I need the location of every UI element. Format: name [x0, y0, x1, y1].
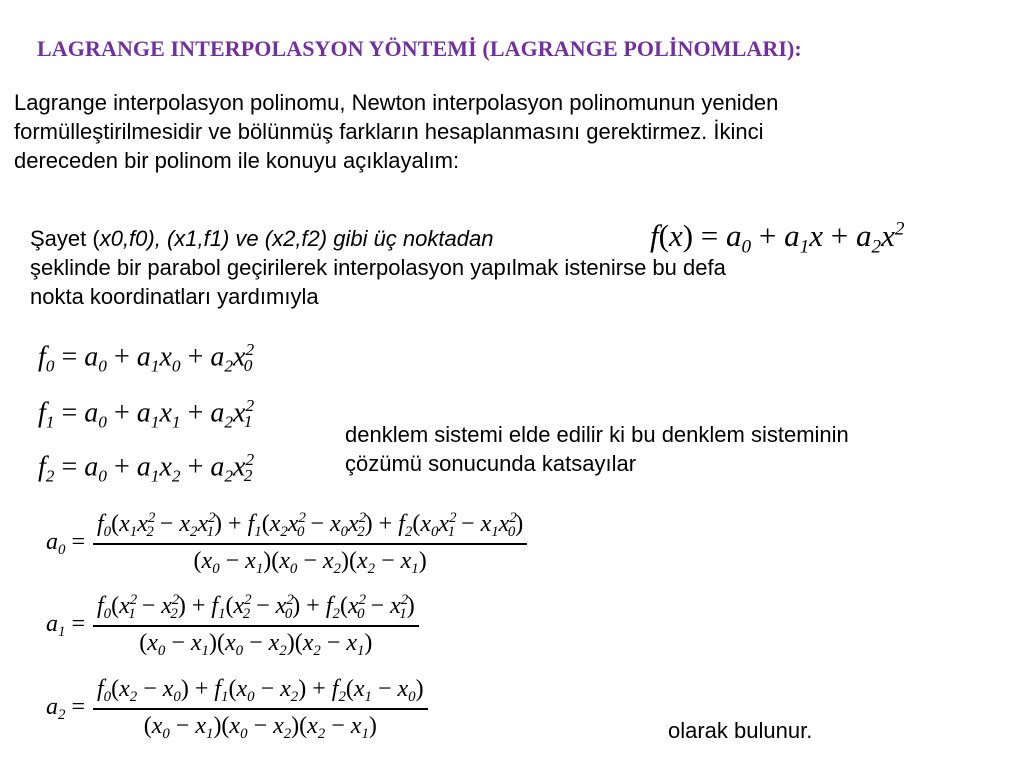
equation-f0: $f_0 = a_0 + a_1x_0 + a_2x^2_0$ — [38, 340, 255, 376]
condition-paragraph — [30, 224, 726, 311]
condition-line-3: nokta koordinatları yardımıyla — [30, 284, 319, 309]
condition-line-2: şeklinde bir parabol geçirilerek interpolasyon yapılmak istenirse bu defa — [30, 255, 726, 280]
intro-line-2: formülleştirilmesidir ve bölünmüş farkların hesaplanmasını gerektirmez. İkinci — [14, 119, 764, 144]
condition-line-1 — [30, 224, 726, 253]
intro-paragraph — [14, 88, 778, 175]
formula-a1: $a_1$ = $\frac{f_0(x^2_1 - x^2_2) + f_1(x^2_2 - x^2_0) + f_2(x^2_0 - x^2_1)}{(x_0 - x_1)(x_0 - x_2)(x_2 - x_1)}$ — [46, 592, 419, 660]
condition-points: x0,f0), (x1,f1) ve (x2,f2) gibi üç noktadan — [99, 226, 494, 251]
parabola-formula: $f(x) = a_0 + a_1x + a_2x^2$ — [650, 218, 905, 258]
system-note-line-1: denklem sistemi elde edilir ki bu denklem sisteminin — [345, 422, 849, 447]
condition-prefix: Şayet ( — [30, 226, 100, 251]
system-note — [345, 420, 849, 478]
system-note-line-2: çözümü sonucunda katsayılar — [345, 451, 637, 476]
equation-f2: $f_2 = a_0 + a_1x_2 + a_2x^2_2$ — [38, 450, 255, 486]
formula-a2: $a_2$ = $\frac{f_0(x_2 - x_0) + f_1(x_0 - x_2) + f_2(x_1 - x_0)}{(x_0 - x_1)(x_0 - x_2)(x_2 - x_1)}$ — [46, 676, 428, 743]
intro-line-3: dereceden bir polinom ile konuyu açıklayalım: — [14, 148, 460, 173]
formula-a0: $a_0$ = $\frac{f_0(x_1x^2_2 - x_2x^2_1) + f_1(x_2x^2_0 - x_0x^2_2) + f_2(x_0x^2_1 - x_1x^2_0)}{(x_0 - x_1)(x_0 - x_2)(x_2 - x_1)}$ — [46, 510, 527, 578]
slide-title: LAGRANGE INTERPOLASYON YÖNTEMİ (LAGRANGE POLİNOMLARI): — [37, 36, 802, 61]
equation-f1: $f_1 = a_0 + a_1x_1 + a_2x^2_1$ — [38, 396, 255, 432]
intro-line-1: Lagrange interpolasyon polinomu, Newton interpolasyon polinomunun yeniden — [14, 90, 779, 115]
conclusion-text: olarak bulunur. — [668, 718, 813, 743]
